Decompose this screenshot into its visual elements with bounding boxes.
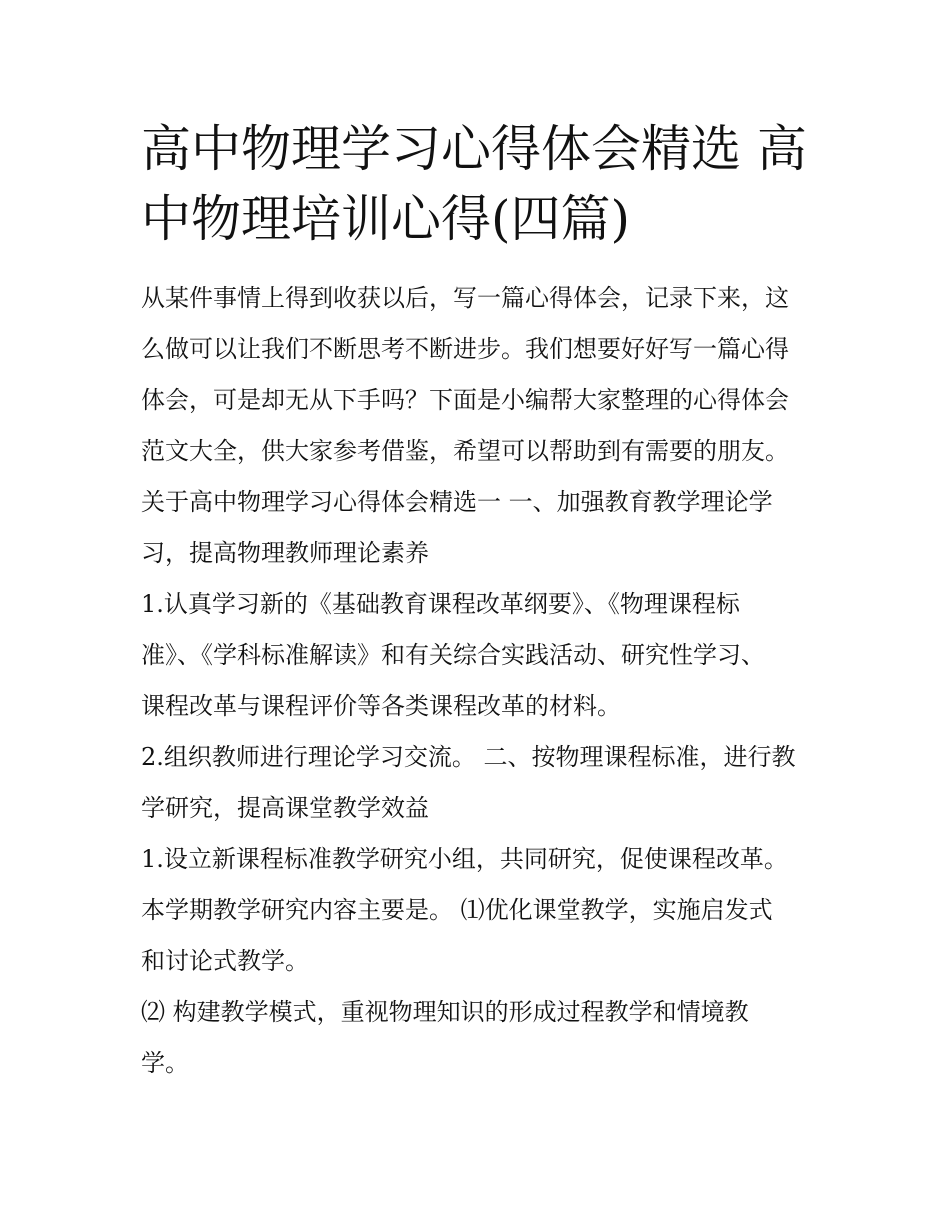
body-line-4: 范文大全，供大家参考借鉴，希望可以帮助到有需要的朋友。 [141, 437, 789, 465]
document-title [141, 114, 821, 254]
body-line-3: 体会，可是却无从下手吗？下面是小编帮大家整理的心得体会 [141, 386, 789, 414]
document-body [141, 273, 841, 1089]
body-line-11: 学研究，提高课堂教学效益 [141, 794, 429, 822]
body-line-5: 关于高中物理学习心得体会精选一 一、加强教育教学理论学 [141, 488, 773, 516]
title-line-1: 高中物理学习心得体会精选 高 [141, 120, 807, 178]
body-line-14: 和讨论式教学。 [141, 947, 309, 975]
body-line-10: 2.组织教师进行理论学习交流。 二、按物理课程标准，进行教 [141, 743, 796, 771]
body-line-15: ⑵ 构建教学模式，重视物理知识的形成过程教学和情境教 [141, 998, 749, 1026]
title-line-2: 中物理培训心得(四篇) [141, 190, 631, 248]
body-line-6: 习，提高物理教师理论素养 [141, 539, 429, 567]
body-line-9: 课程改革与课程评价等各类课程改革的材料。 [141, 692, 621, 720]
body-line-7: 1.认真学习新的《基础教育课程改革纲要》、《物理课程标 [141, 590, 740, 618]
body-line-8: 准》、《学科标准解读》和有关综合实践活动、研究性学习、 [141, 641, 765, 669]
body-line-13: 本学期教学研究内容主要是。 ⑴优化课堂教学，实施启发式 [141, 896, 773, 924]
body-line-1: 从某件事情上得到收获以后，写一篇心得体会，记录下来，这 [141, 284, 789, 312]
body-line-2: 么做可以让我们不断思考不断进步。我们想要好好写一篇心得 [141, 335, 789, 363]
body-line-16: 学。 [141, 1049, 189, 1077]
body-line-12: 1.设立新课程标准教学研究小组，共同研究，促使课程改革。 [141, 845, 788, 873]
